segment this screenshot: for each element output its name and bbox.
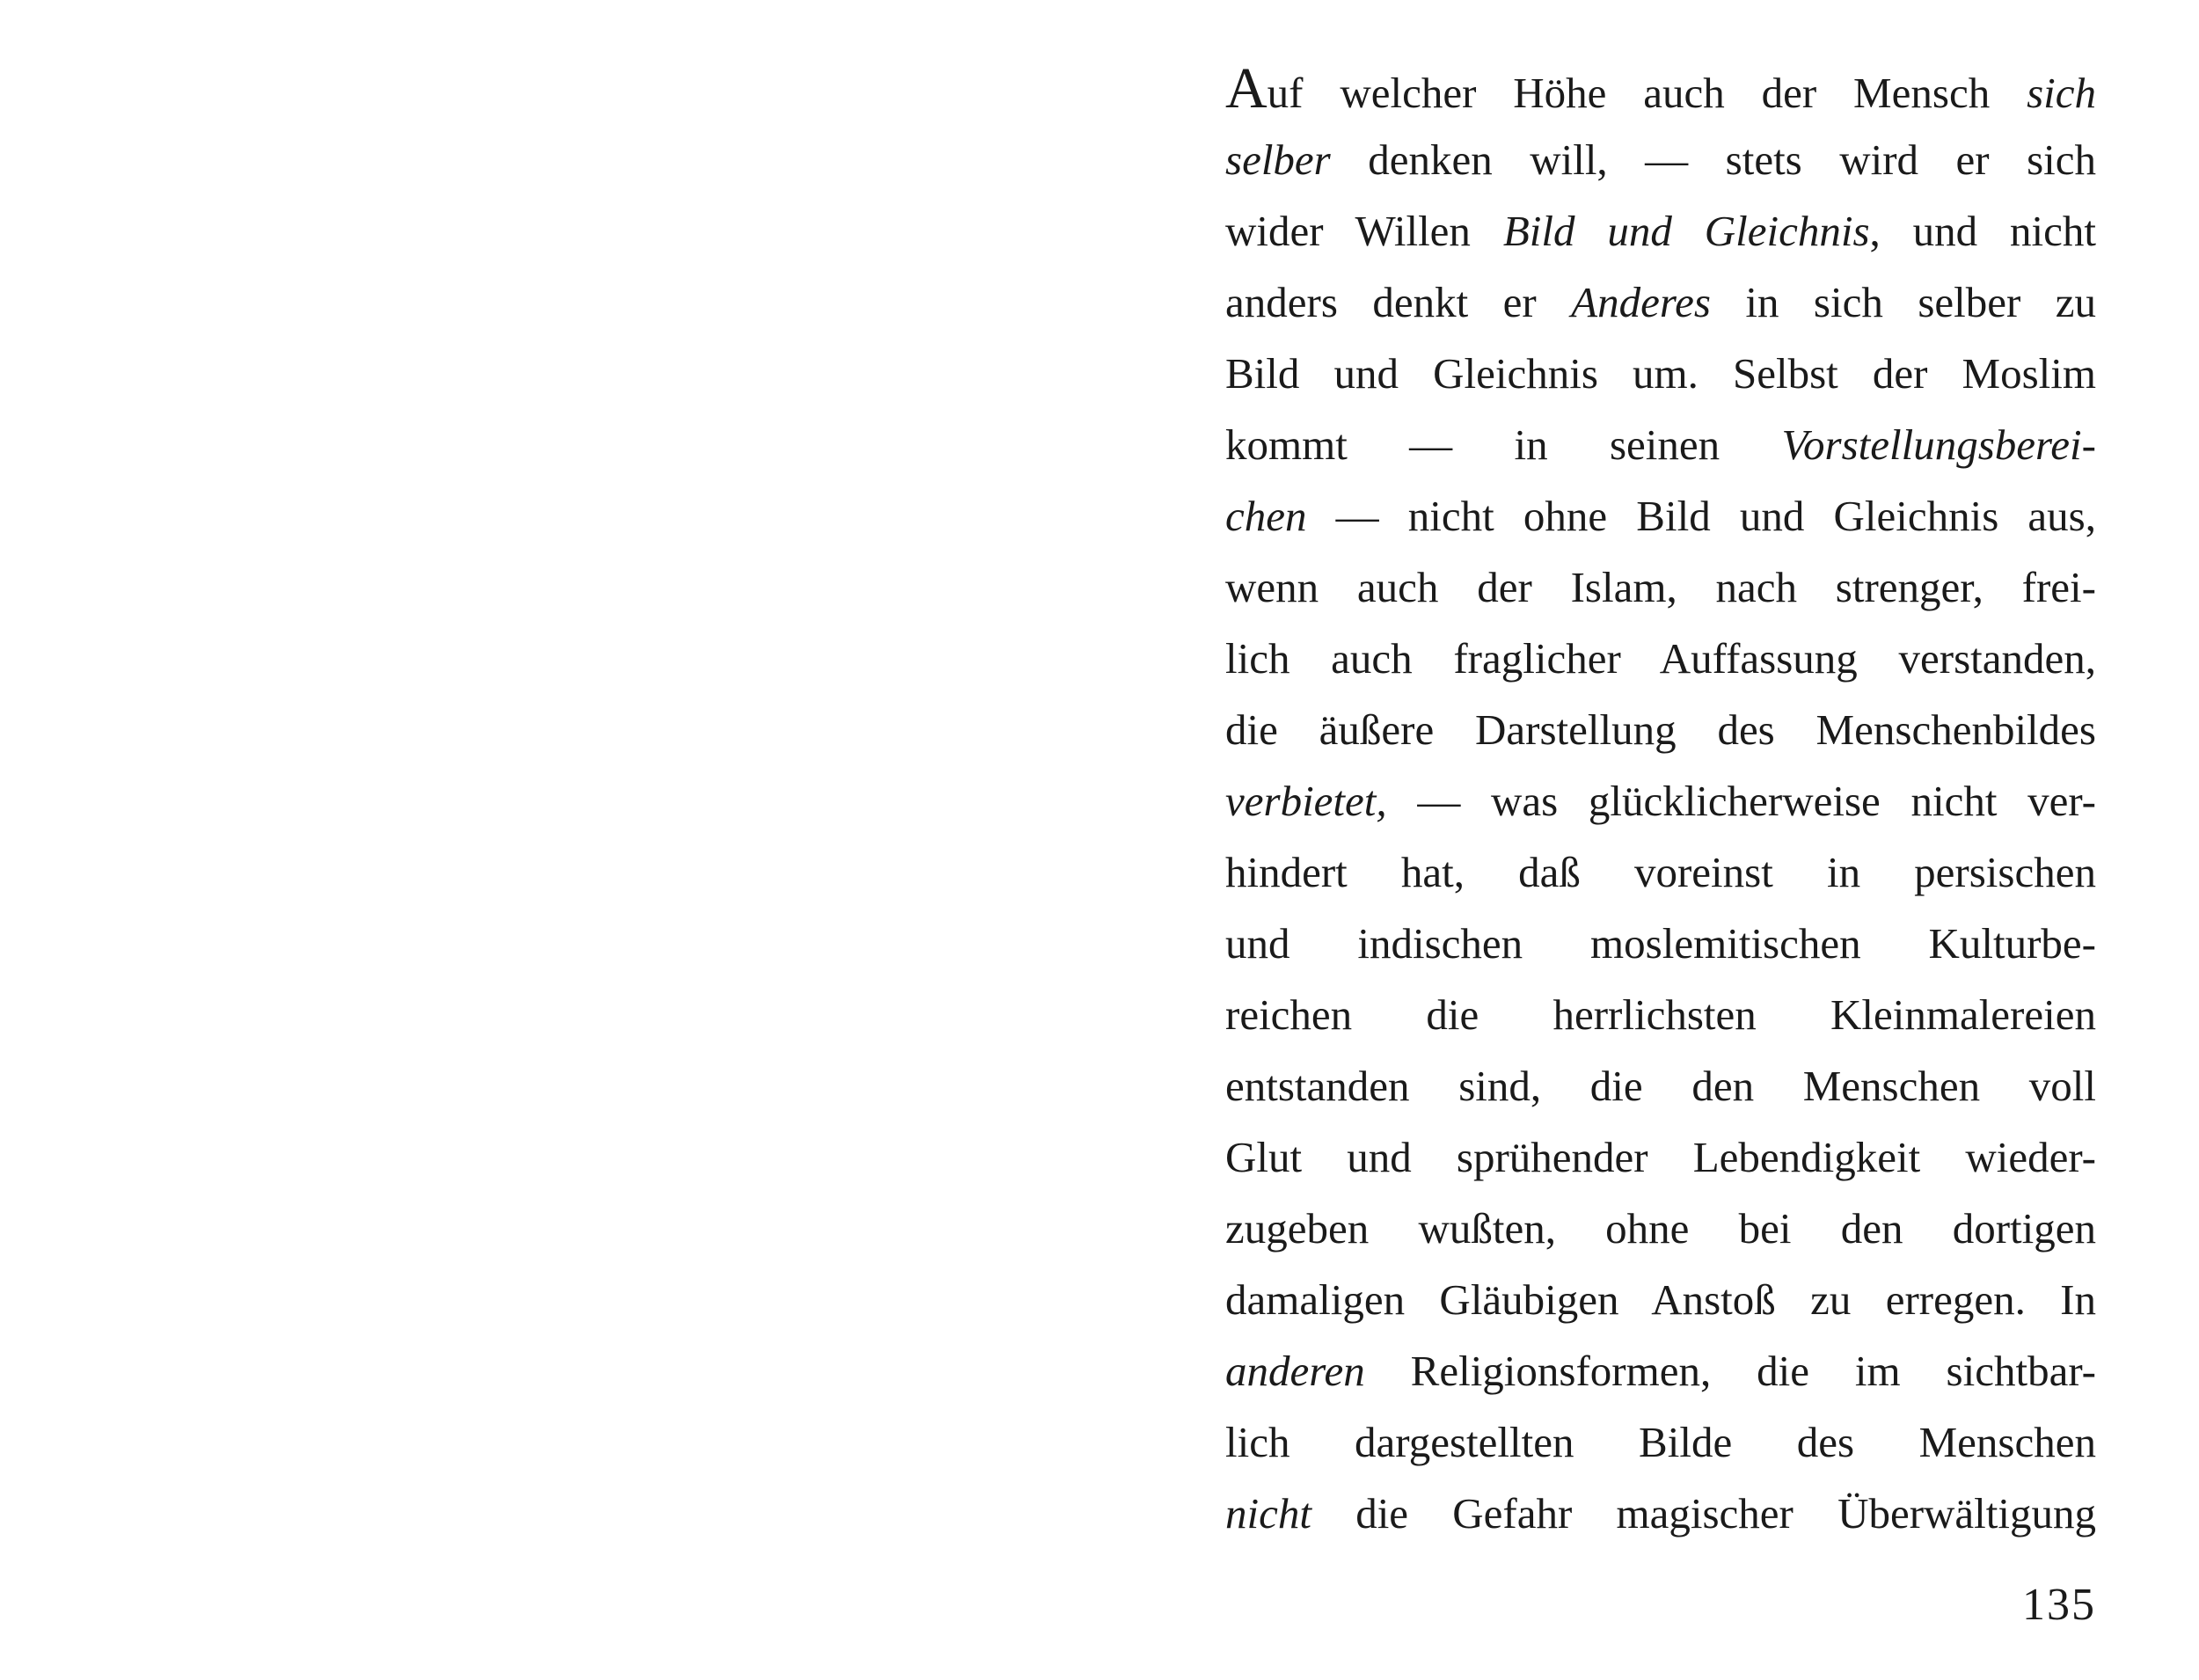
italic-text: nicht	[1225, 1489, 1311, 1538]
text-segment: anders denkt er	[1225, 278, 1572, 326]
text-segment: — was glücklicherweise nicht ver-	[1386, 777, 2096, 825]
text-segment: denken will, — stets wird er sich	[1330, 135, 2096, 184]
text-line	[1225, 267, 2096, 338]
text-line	[1225, 908, 2096, 979]
italic-text: selber	[1225, 135, 1331, 184]
text-line	[1225, 623, 2096, 694]
text-segment: lich auch fraglicher Auffassung verstanden,	[1225, 634, 2096, 683]
text-line	[1225, 480, 2096, 551]
text-segment: Glut und sprühender Lebendigkeit wieder-	[1225, 1133, 2096, 1181]
italic-text: Vorstellungsberei-	[1781, 420, 2096, 469]
text-segment: Religionsformen, die im sichtbar-	[1364, 1347, 2096, 1395]
text-line	[1225, 1406, 2096, 1478]
text-segment: , und nicht	[1869, 207, 2096, 255]
page-number: 135	[2022, 1580, 2096, 1630]
text-line	[1225, 979, 2096, 1050]
text-segment: entstanden sind, die den Menschen voll	[1225, 1062, 2096, 1110]
text-line	[1225, 1050, 2096, 1121]
text-segment: lich dargestellten Bilde des Menschen	[1225, 1418, 2096, 1466]
italic-text: chen	[1225, 492, 1307, 540]
text-line	[1225, 1335, 2096, 1406]
text-line	[1225, 53, 2096, 124]
italic-text: Bild und Gleichnis	[1502, 207, 1870, 255]
text-line	[1225, 765, 2096, 836]
text-line	[1225, 1478, 2096, 1549]
text-line	[1225, 195, 2096, 267]
italic-text: verbietet,	[1225, 777, 1387, 825]
text-segment: wenn auch der Islam, nach strenger, frei-	[1225, 563, 2096, 611]
text-line	[1225, 836, 2096, 908]
text-line	[1225, 1121, 2096, 1193]
text-segment: zugeben wußten, ohne bei den dortigen	[1225, 1204, 2096, 1253]
body-text	[1225, 53, 2096, 1549]
text-segment: uf welcher Höhe auch der Mensch	[1267, 69, 2027, 117]
text-segment: Bild und Gleichnis um. Selbst der Moslim	[1225, 349, 2096, 398]
italic-text: Anderes	[1571, 278, 1711, 326]
text-segment: — nicht ohne Bild und Gleichnis aus,	[1306, 492, 2096, 540]
italic-text: sich	[2027, 69, 2096, 117]
text-line	[1225, 1264, 2096, 1335]
text-segment: und indischen moslemitischen Kulturbe-	[1225, 919, 2096, 968]
text-line	[1225, 338, 2096, 409]
text-segment: die Gefahr magischer Überwältigung	[1311, 1489, 2096, 1538]
text-segment: hindert hat, daß voreinst in persischen	[1225, 848, 2096, 896]
text-line	[1225, 551, 2096, 623]
text-segment: die äußere Darstellung des Menschenbildes	[1225, 705, 2096, 754]
text-line	[1225, 1193, 2096, 1264]
text-segment: in sich selber zu	[1710, 278, 2097, 326]
text-line	[1225, 694, 2096, 765]
drop-cap: A	[1225, 56, 1268, 121]
text-segment: kommt — in seinen	[1225, 420, 1782, 469]
text-segment: damaligen Gläubigen Anstoß zu erregen. In	[1225, 1275, 2096, 1324]
text-line	[1225, 124, 2096, 195]
text-line	[1225, 409, 2096, 480]
italic-text: anderen	[1225, 1347, 1365, 1395]
text-segment: reichen die herrlichsten Kleinmalereien	[1225, 990, 2096, 1039]
text-segment: wider Willen	[1225, 207, 1503, 255]
